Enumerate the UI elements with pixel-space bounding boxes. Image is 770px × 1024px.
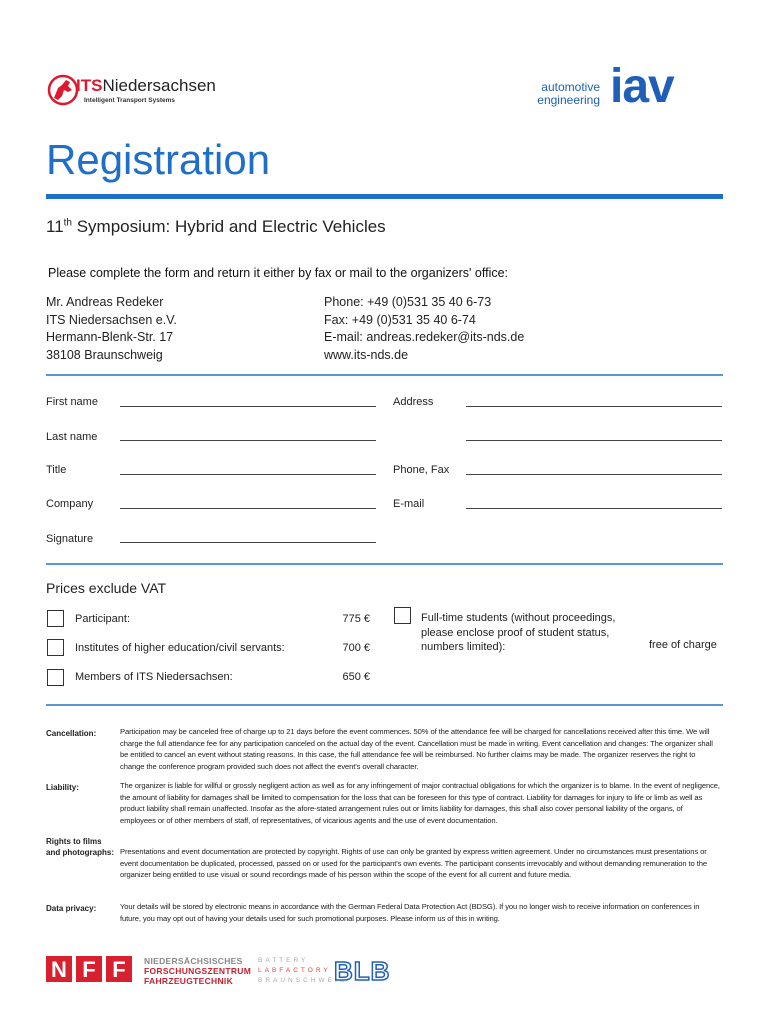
participant-checkbox[interactable] bbox=[47, 610, 64, 627]
contact-city: 38108 Braunschweig bbox=[46, 347, 163, 362]
email-label: E-mail bbox=[393, 498, 425, 510]
title-field[interactable] bbox=[120, 474, 376, 475]
title-label: Title bbox=[46, 464, 67, 476]
last-name-field[interactable] bbox=[120, 440, 376, 441]
section-divider bbox=[46, 374, 723, 376]
liability-text: The organizer is liable for willful or grossly negligent action as well as for any infringement of major contractual obligations for which the organizer is to blame. In the event of negligence, the amount of liability for damages shall be limited to compensation for the loss that can be foreseen for this type of contract. Liability for damages for injury to life or limb as well as product liability shall remain unaffected. Insofar as the afore-stated arrangement rules out or limits liability for damages, this shall also cover personal liability of the organs, of employees or of other members of staff, of representatives, of vicarious agents and the use of event documentation. bbox=[120, 781, 720, 825]
nff-wordmark: NIEDERSÄCHSISCHES FORSCHUNGSZENTRUM FAHRZEUGTECHNIK bbox=[144, 956, 252, 986]
signature-label: Signature bbox=[46, 533, 94, 545]
rights-label: Rights to films and photographs: bbox=[46, 837, 114, 857]
page-title: Registration bbox=[46, 136, 271, 183]
email-field[interactable] bbox=[466, 508, 722, 509]
contact-email[interactable]: E-mail: andreas.redeker@its-nds.de bbox=[324, 330, 525, 344]
battery-labfactory-logo: BATTERY LABFACTORY BRAUNSCHWEIG bbox=[258, 957, 348, 984]
phone-fax-field[interactable] bbox=[466, 474, 722, 475]
first-name-label: First name bbox=[46, 396, 98, 408]
students-label: Full-time students (without proceedings, please enclose proof of student status, numbers limited): bbox=[421, 612, 616, 653]
its-logo-name: ITSNiedersachsen bbox=[76, 76, 216, 95]
company-field[interactable] bbox=[120, 508, 376, 509]
institutes-label: Institutes of higher education/civil servants: bbox=[75, 642, 285, 654]
contact-street: Hermann-Blenk-Str. 17 bbox=[46, 330, 174, 344]
address-label: Address bbox=[393, 396, 434, 408]
contact-fax: Fax: +49 (0)531 35 40 6-74 bbox=[324, 312, 476, 327]
blb-logo: BLB bbox=[334, 956, 391, 986]
address-field-1[interactable] bbox=[466, 406, 722, 407]
signature-field[interactable] bbox=[120, 542, 376, 543]
nff-letter-n: N bbox=[46, 956, 72, 982]
last-name-label: Last name bbox=[46, 431, 98, 443]
horse-emblem-icon bbox=[46, 68, 80, 108]
institutes-price: 700 € bbox=[342, 642, 370, 654]
contact-phone: Phone: +49 (0)531 35 40 6-73 bbox=[324, 295, 492, 309]
nff-letter-f: F bbox=[106, 956, 132, 982]
its-logo-tagline: Intelligent Transport Systems bbox=[84, 97, 176, 104]
rights-text: Presentations and event documentation are protected by copyright. Rights of use can only be granted by express written agreement. Under no circumstances must presentations or event documentation be duplicated, processed, passed on or used for the participant's own events. The participant consents irrevocably and without demanding remuneration to the organizer being entitled to use visual or sound recordings made of his person within the scope of the event for all current and future media. bbox=[120, 847, 707, 880]
institutes-checkbox[interactable] bbox=[47, 639, 64, 656]
iav-wordmark: iav bbox=[610, 60, 674, 113]
liability-label: Liability: bbox=[46, 783, 79, 792]
students-price: free of charge bbox=[649, 639, 717, 651]
contact-org: ITS Niedersachsen e.V. bbox=[46, 312, 177, 327]
its-niedersachsen-logo bbox=[46, 68, 246, 112]
section-divider bbox=[46, 563, 723, 565]
cancellation-text: Participation may be canceled free of charge up to 21 days before the event commences. 50% of the attendance fee will be charged for cancellations received after this time. We will charge the full attendance fee for any participation canceled on the actual day of the event. Cancellation must be made in writing. Event cancellation and changes: The organizer shall be entitled to cancel an event without stating reasons. In this case, the full attendance fee will be reimbursed. No further claims may be made. The organizer reserves the right to change the conference program provided such does not affect the event's overall character. bbox=[120, 727, 713, 771]
company-label: Company bbox=[46, 498, 94, 510]
address-field-2[interactable] bbox=[466, 440, 722, 441]
students-checkbox[interactable] bbox=[394, 607, 411, 624]
iav-logo bbox=[532, 62, 712, 112]
members-label: Members of ITS Niedersachsen: bbox=[75, 671, 233, 683]
event-subtitle: 11th Symposium: Hybrid and Electric Vehicles bbox=[46, 217, 386, 236]
contact-website[interactable]: www.its-nds.de bbox=[324, 347, 409, 362]
participant-price: 775 € bbox=[342, 613, 370, 625]
members-checkbox[interactable] bbox=[47, 669, 64, 686]
first-name-field[interactable] bbox=[120, 406, 376, 407]
phone-fax-label: Phone, Fax bbox=[393, 464, 450, 476]
instruction-text: Please complete the form and return it either by fax or mail to the organizers' office: bbox=[48, 266, 509, 280]
participant-label: Participant: bbox=[75, 613, 131, 625]
title-divider bbox=[46, 194, 723, 199]
privacy-text: Your details will be stored by electronic means in accordance with the German Federal Data Protection Act (BDSG). If you no longer wish to receive information on conferences in future, you may opt out of having your details used for such promotional purposes. Please inform us of this in writing. bbox=[120, 902, 700, 923]
privacy-label: Data privacy: bbox=[46, 904, 97, 913]
contact-details bbox=[324, 294, 524, 364]
members-price: 650 € bbox=[342, 671, 370, 683]
section-divider bbox=[46, 704, 723, 706]
contact-name: Mr. Andreas Redeker bbox=[46, 295, 164, 309]
nff-letter-f: F bbox=[76, 956, 102, 982]
iav-tagline: automotive engineering bbox=[537, 80, 600, 107]
postal-address bbox=[46, 294, 177, 364]
prices-heading: Prices exclude VAT bbox=[46, 580, 167, 596]
cancellation-label: Cancellation: bbox=[46, 729, 97, 738]
